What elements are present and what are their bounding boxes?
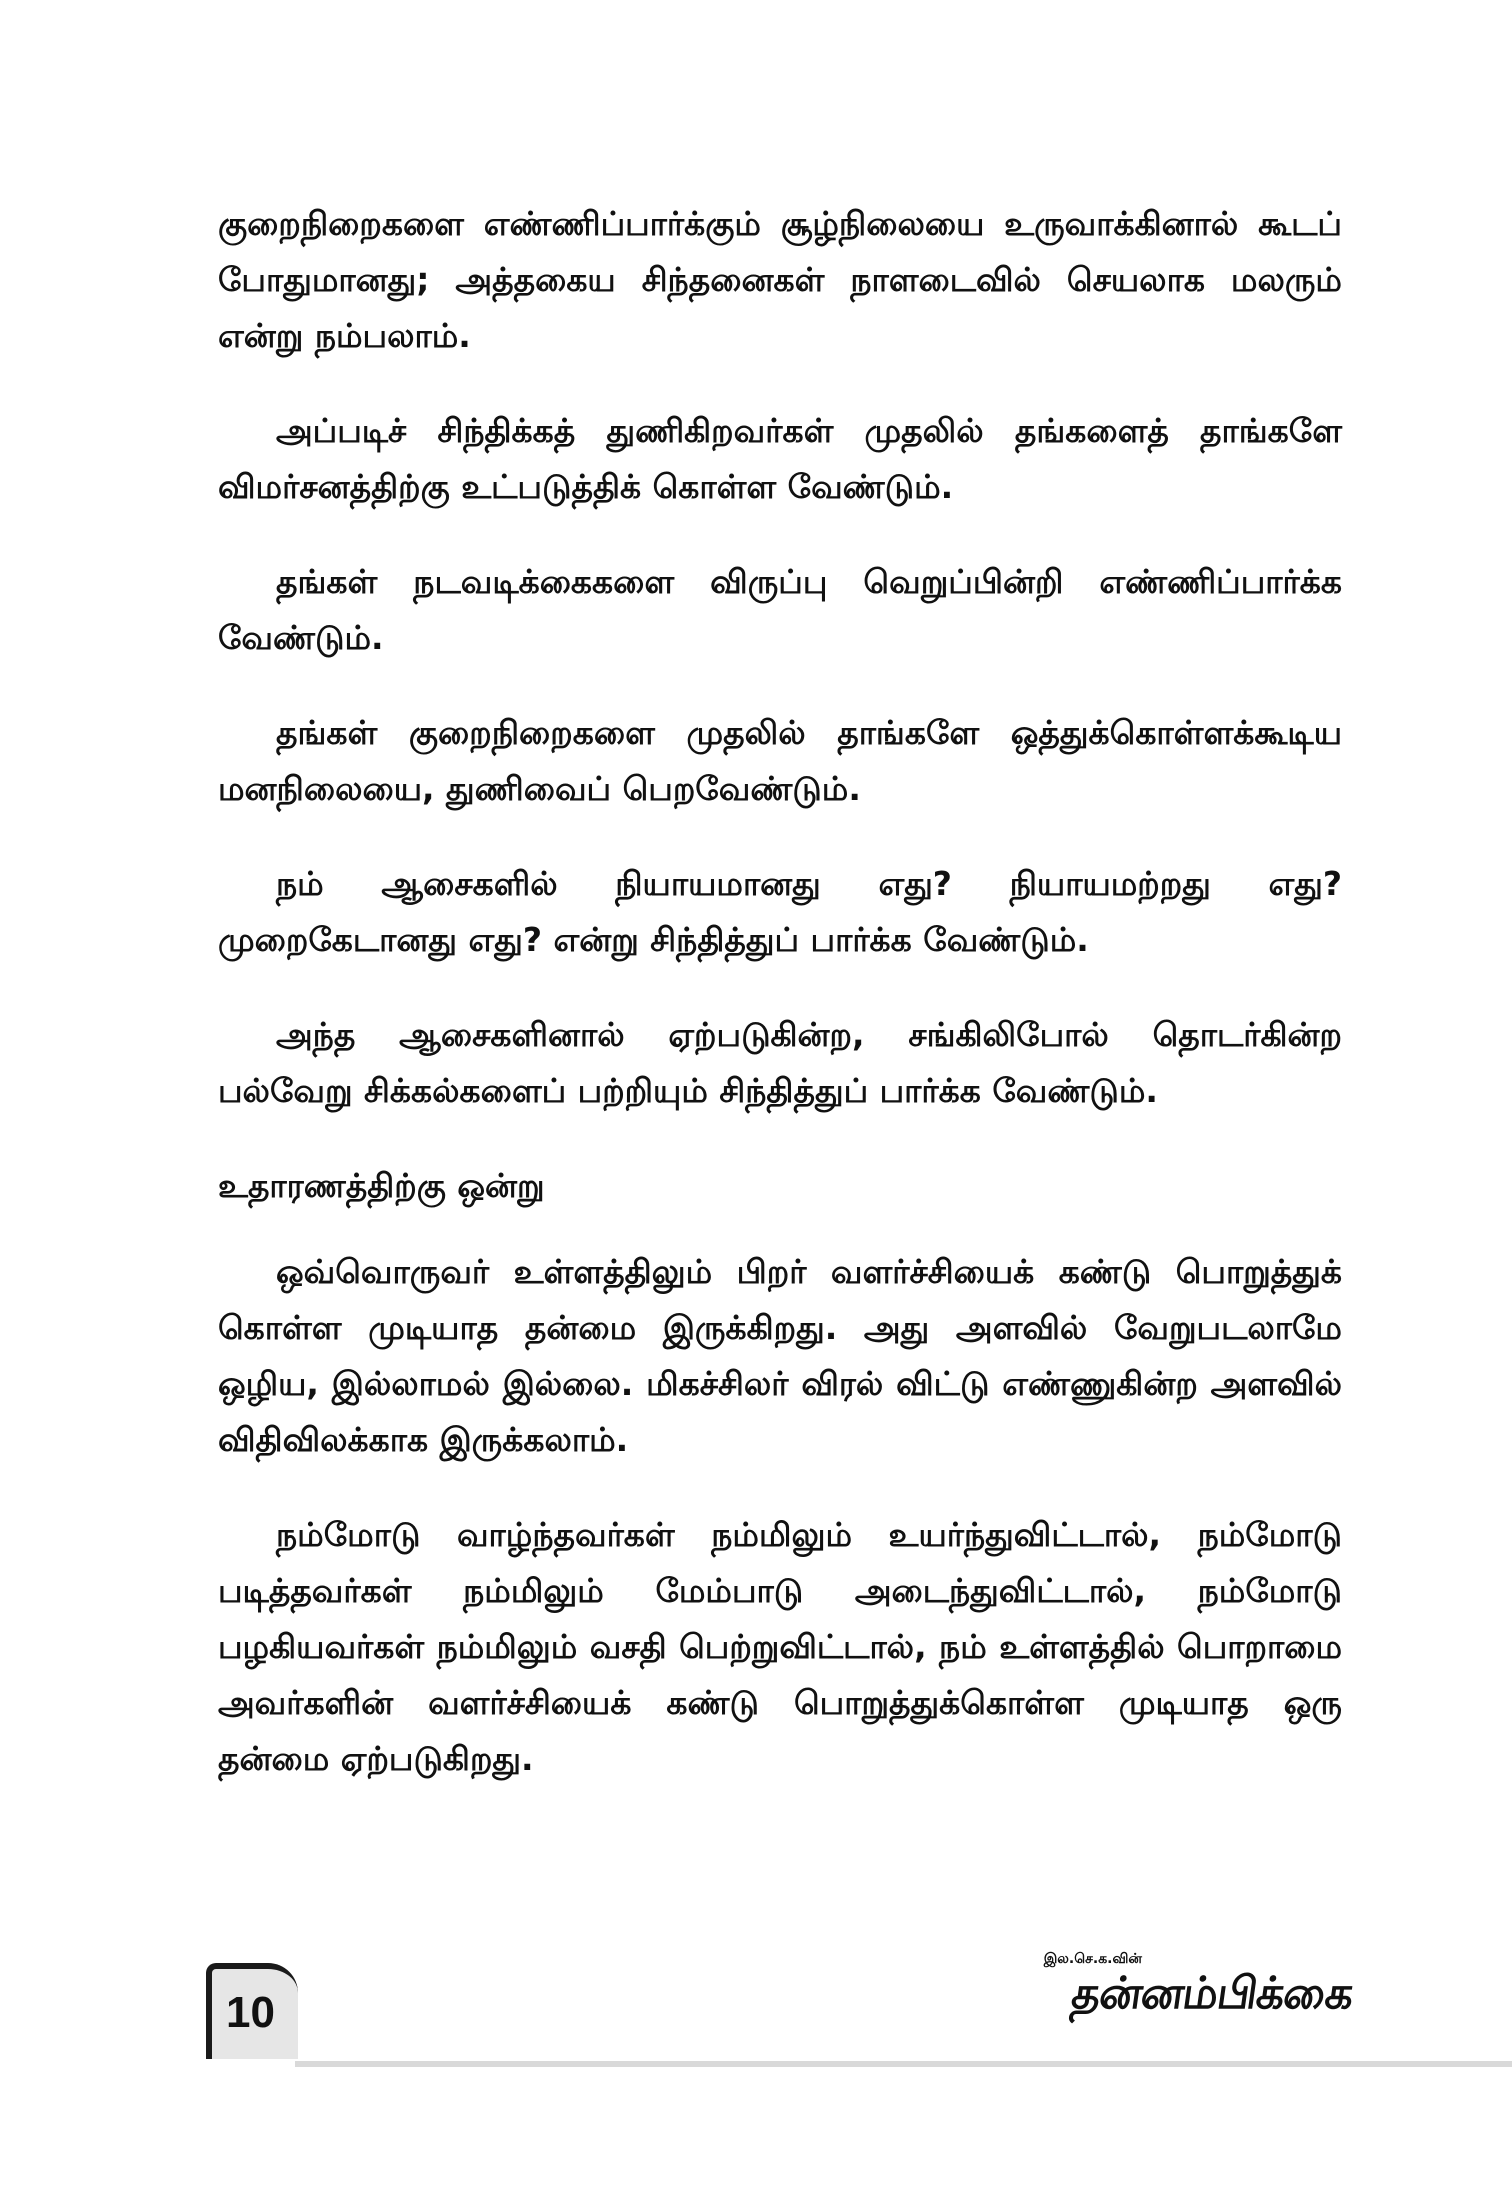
paragraph-2: அப்படிச் சிந்திக்கத் துணிகிறவர்கள் முதலில் தங்களைத் தாங்களே விமர்சனத்திற்கு உட்படுத்திக் கொள்ள வேண்டும். (218, 411, 1342, 506)
brand-author: இல.செ.க.வின் (1043, 1951, 1142, 1967)
paragraph-1: குறைநிறைகளை எண்ணிப்பார்க்கும் சூழ்நிலையை உருவாக்கினால் கூடப் போதுமானது; அத்தகைய சிந்தனைகள் நாளடைவில் செயலாக மலரும் என்று நம்பலாம். (218, 204, 1342, 355)
paragraph-3: தங்கள் நடவடிக்கைகளை விருப்பு வெறுப்பின்றி எண்ணிப்பார்க்க வேண்டும். (218, 562, 1342, 657)
page-body (218, 196, 1342, 1826)
page-number: 10 (226, 1988, 275, 2037)
book-brand (1043, 1950, 1356, 2020)
brand-title: தன்னம்பிக்கை (1068, 1968, 1356, 2019)
footer-divider (295, 2061, 1512, 2067)
section-heading: உதாரணத்திற்கு ஒன்று (218, 1166, 545, 1205)
paragraph-5: நம் ஆசைகளில் நியாயமானது எது? நியாயமற்றது எது? முறைகேடானது எது? என்று சிந்தித்துப் பார்க்க வேண்டும். (218, 864, 1342, 959)
paragraph-8: நம்மோடு வாழ்ந்தவர்கள் நம்மிலும் உயர்ந்துவிட்டால், நம்மோடு படித்தவர்கள் நம்மிலும் மேம்பாடு அடைந்துவிட்டால், நம்மோடு பழகியவர்கள் நம்மிலும் வசதி பெற்றுவிட்டால், நம் உள்ளத்தில் பொறாமை அவர்களின் வளர்ச்சியைக் கண்டு பொறுத்துக்கொள்ள முடியாத ஒரு தன்மை ஏற்படுகிறது. (218, 1515, 1342, 1778)
paragraph-4: தங்கள் குறைநிறைகளை முதலில் தாங்களே ஒத்துக்கொள்ளக்கூடிய மனநிலையை, துணிவைப் பெறவேண்டும். (218, 713, 1342, 808)
paragraph-7: ஒவ்வொருவர் உள்ளத்திலும் பிறர் வளர்ச்சியைக் கண்டு பொறுத்துக் கொள்ள முடியாத தன்மை இருக்கிறது. அது அளவில் வேறுபடலாமே ஒழிய, இல்லாமல் இல்லை. மிகச்சிலர் விரல் விட்டு எண்ணுகின்ற அளவில் விதிவிலக்காக இருக்கலாம். (218, 1252, 1342, 1459)
paragraph-6: அந்த ஆசைகளினால் ஏற்படுகின்ற, சங்கிலிபோல் தொடர்கின்ற பல்வேறு சிக்கல்களைப் பற்றியும் சிந்தித்துப் பார்க்க வேண்டும். (218, 1015, 1342, 1110)
